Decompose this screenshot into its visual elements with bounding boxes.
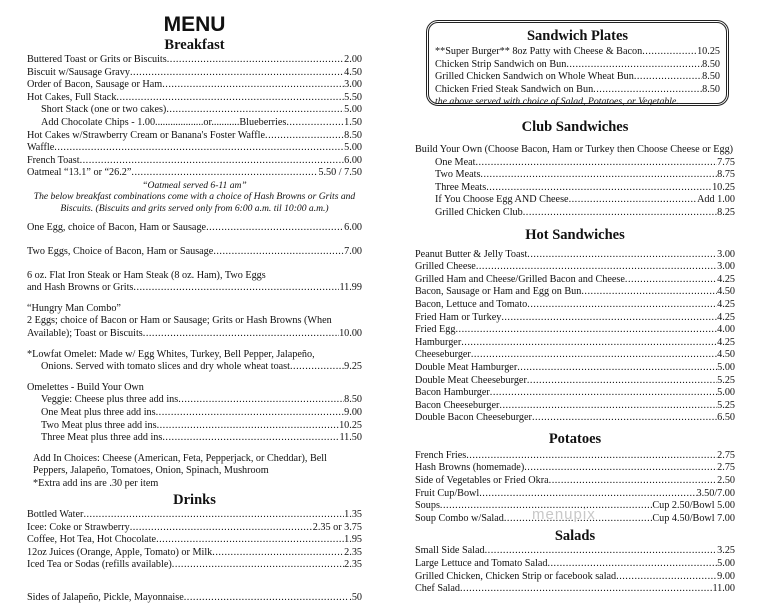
menu-item-label: Sides of Jalapeño, Pickle, Mayonnaise [27, 591, 184, 603]
leader-dots [485, 545, 718, 558]
menu-item-price: 5.25 [717, 399, 735, 411]
leader-dots [593, 84, 702, 97]
menu-item-label: and Hash Browns or Grits [27, 282, 134, 294]
leader-dots [549, 475, 718, 488]
leader-dots [566, 59, 702, 72]
menu-item-label: French Toast [27, 154, 80, 166]
menu-item-label: Cheeseburger [415, 349, 471, 361]
right-column [415, 118, 735, 596]
menu-item-price: 4.25 [717, 336, 735, 348]
menu-item-label: Hot Cakes, Full Stack [27, 91, 117, 103]
menu-item-price: 8.25 [717, 206, 735, 218]
leader-dots [131, 167, 318, 180]
menu-item-price: 2.50 [717, 475, 735, 487]
leader-dots [501, 312, 717, 325]
leader-dots [130, 67, 344, 80]
leader-dots [166, 104, 344, 117]
menu-item-price: 4.50 [717, 349, 735, 361]
menu-item [415, 349, 735, 362]
plates-note: the above served with choice of Salad, Potatoes, or Vegetable. [435, 96, 679, 108]
leader-dots [162, 432, 339, 445]
club-intro: Build Your Own (Choose Bacon, Ham or Turkey then Choose Cheese or Egg) [415, 144, 734, 155]
steak-line: 6 oz. Flat Iron Steak or Ham Steak (8 oz. Ham), Two Eggs [27, 269, 266, 281]
menu-item-label: Double Bacon Cheeseburger [415, 412, 532, 424]
menu-item [435, 157, 735, 170]
leader-dots [524, 462, 717, 475]
menu-item-label: One Egg, choice of Bacon, Ham or Sausage [27, 222, 207, 234]
menu-item-price: Cup 4.50/Bowl 7.00 [652, 512, 735, 524]
omelettes-list [27, 394, 362, 444]
menu-item [27, 246, 362, 259]
menu-item-price: 10.25 [697, 46, 720, 57]
menu-item [415, 571, 735, 584]
menu-item-label: Buttered Toast or Grits or Biscuits [27, 54, 167, 65]
leader-dots [156, 407, 345, 420]
menu-item-label: Bacon, Sausage or Ham and Egg on Bun [415, 286, 582, 298]
menu-item-label: Large Lettuce and Tomato Salad [415, 558, 548, 570]
menu-item [41, 432, 362, 445]
leader-dots [156, 534, 344, 547]
menu-item-label: Waffle [27, 142, 55, 154]
leader-dots [642, 46, 697, 59]
menu-item [27, 328, 362, 341]
menu-item [435, 46, 720, 59]
menu-item-price: 11.00 [712, 583, 735, 595]
menu-item-price: 4.00 [717, 324, 735, 336]
menu-item-price: 6.50 [717, 412, 735, 424]
menu-item-label: Two Meat plus three add ins [41, 419, 157, 431]
menu-item [27, 142, 362, 155]
menu-item [27, 559, 362, 572]
leader-dots [83, 509, 344, 522]
hot-list [415, 249, 735, 425]
hungry-man-title: “Hungry Man Combo” [27, 302, 121, 314]
menu-item-price: 8.50 [702, 83, 720, 95]
menu-item-price: 11.50 [339, 432, 362, 444]
menu-item [27, 522, 362, 535]
leader-dots [130, 522, 313, 535]
menu-item-label: Available); Toast or Biscuits [27, 328, 143, 339]
menu-item-label: One Meat [435, 156, 476, 168]
menu-item-label: Veggie: Cheese plus three add ins [41, 394, 179, 406]
menu-item-label: Hamburger [415, 336, 462, 348]
leader-dots [547, 558, 717, 571]
sandwich-plates-heading: Sandwich Plates [526, 28, 629, 44]
leader-dots [212, 547, 344, 560]
leader-dots [172, 559, 344, 572]
menu-item-label: Icee: Coke or Strawberry [27, 521, 130, 533]
leader-dots [143, 328, 339, 341]
menu-item [435, 59, 720, 72]
leader-dots [527, 249, 717, 262]
menu-item-label: Two Eggs, Choice of Bacon, Ham or Sausage [27, 246, 214, 258]
leader-dots [116, 92, 344, 105]
menu-item-price: 5.00 [717, 361, 735, 373]
combo-note: The below breakfast combinations come with a choice of Hash Browns or Grits and Biscuits. (Biscuits and grits served only from 6:00 a.m. til 10:00 a.m.) [33, 191, 356, 214]
menu-item-price: 8.50 [344, 129, 362, 141]
menu-item-label: Two Meats [435, 169, 481, 181]
menu-item [27, 509, 362, 522]
menu-item-price: 5.50 [344, 91, 362, 103]
menu-item-label: Side of Vegetables or Fried Okra [415, 475, 549, 487]
leader-dots [455, 324, 717, 337]
menu-item-price: 5.50 / 7.50 [318, 167, 362, 179]
menu-item-price: 7.00 [344, 246, 362, 258]
leader-dots [475, 157, 717, 170]
menu-item [27, 222, 362, 235]
menu-item-price: 9.00 [717, 570, 735, 582]
menu-item [435, 169, 735, 182]
leader-dots [178, 394, 344, 407]
menu-item-label: One Meat plus three add ins [41, 406, 156, 418]
one-egg-item [27, 222, 362, 235]
hot-heading: Hot Sandwiches [525, 226, 625, 243]
menu-item-price: 1.50 [344, 116, 362, 128]
menu-item [27, 155, 362, 168]
leader-dots [479, 488, 696, 501]
menu-item [415, 412, 735, 425]
leader-dots [133, 282, 339, 295]
menu-item [435, 84, 720, 97]
menu-item [435, 182, 735, 195]
menu-item-label: Fried Ham or Turkey [415, 311, 502, 323]
hungry-man-item [27, 328, 362, 341]
menu-item [415, 450, 735, 463]
menu-item [41, 361, 362, 374]
menu-item-price: .50 [349, 591, 362, 603]
menu-item-label: Hash Browns (homemade) [415, 462, 525, 474]
leader-dots [527, 299, 717, 312]
watermark: menupix [532, 506, 596, 523]
menu-item-price: 2.35 or 3.75 [312, 521, 362, 533]
menu-item [415, 249, 735, 262]
menu-item-price: 4.25 [717, 298, 735, 310]
menu-item-price: 8.75 [717, 169, 735, 181]
menu-item-label: Grilled Chicken Club [435, 206, 523, 218]
menu-item-label: If You Choose Egg AND Cheese [435, 194, 569, 206]
leader-dots [532, 412, 717, 425]
leader-dots [213, 246, 344, 259]
menu-item-label: Biscuit w/Sausage Gravy [27, 66, 130, 78]
leader-dots [499, 400, 717, 413]
leader-dots [490, 387, 717, 400]
addins-extra: *Extra add ins are .30 per item [33, 477, 159, 489]
menu-item-price: 5.25 [717, 374, 735, 386]
menu-item-price: 5.00 [344, 142, 362, 154]
menu-item-price: 3.50/7.00 [696, 487, 735, 499]
menu-item-label: Soups [415, 500, 440, 512]
menu-item-label: **Super Burger** 8oz Patty with Cheese & Bacon [435, 46, 643, 57]
menu-item-label: Soup Combo w/Salad [415, 512, 504, 524]
menu-item-label: Chicken Fried Steak Sandwich on Bun [435, 83, 594, 95]
menu-item [41, 407, 362, 420]
menu-item-label: Oatmeal “13.1” or “26.2” [27, 167, 132, 179]
menu-item-price: 4.25 [717, 273, 735, 285]
menu-item-price: 6.00 [344, 154, 362, 166]
menu-item-label: 12oz Juices (Orange, Apple, Tomato) or Milk [27, 546, 213, 558]
menu-item-price: 3.00 [717, 248, 735, 260]
menu-item-price: 8.50 [344, 394, 362, 406]
menu-item [415, 558, 735, 571]
menu-item [435, 207, 735, 220]
oatmeal-note: “Oatmeal served 6-11 am” [142, 179, 247, 191]
menu-item [415, 337, 735, 350]
menu-item-price: 9.00 [344, 406, 362, 418]
menu-item-price: 6.00 [344, 222, 362, 234]
leader-dots [466, 450, 717, 463]
hungry-man-desc: 2 Eggs; choice of Bacon or Ham or Sausage; Grits or Hash Browns (When [27, 315, 332, 327]
menu-item [415, 387, 735, 400]
lowfat-desc: *Lowfat Omelet: Made w/ Egg Whites, Turkey, Bell Pepper, Jalapeño, [27, 348, 315, 360]
menu-item [415, 299, 735, 312]
addins-line2: Peppers, Jalapeño, Tomatoes, Onion, Spinach, Mushroom [33, 465, 269, 477]
leader-dots [471, 349, 717, 362]
leader-dots [523, 207, 717, 220]
menu-item [435, 194, 735, 207]
steak-item [27, 282, 362, 295]
menu-item-price: 4.50 [344, 66, 362, 78]
menu-item-label: Grilled Ham and Cheese/Grilled Bacon and Cheese [415, 273, 625, 285]
leader-dots [286, 117, 344, 130]
menu-title: MENU [163, 13, 226, 36]
menu-item [415, 475, 735, 488]
leader-dots [527, 375, 717, 388]
omelettes-heading: Omelettes - Build Your Own [27, 381, 144, 393]
club-list [415, 157, 735, 220]
salad-list [415, 545, 735, 595]
leader-dots [569, 194, 698, 207]
leader-dots [206, 222, 344, 235]
sandwich-plates-box [426, 20, 729, 106]
menu-item [415, 375, 735, 388]
leader-dots [80, 155, 345, 168]
menu-item [41, 420, 362, 433]
menu-item [27, 92, 362, 105]
leader-dots [461, 337, 717, 350]
menu-item-price: 3.00 [344, 79, 362, 91]
leader-dots [634, 71, 702, 84]
menu-item-label: Double Meat Hamburger [415, 361, 518, 373]
menu-item [27, 54, 362, 67]
club-heading: Club Sandwiches [521, 119, 629, 135]
leader-dots [616, 571, 717, 584]
menu-item-price: Add 1.00 [697, 194, 735, 206]
menu-item-label: Grilled Cheese [415, 261, 476, 273]
menu-item [415, 545, 735, 558]
menu-item-price: 10.00 [339, 328, 362, 339]
menu-item [27, 130, 362, 143]
leader-dots [480, 169, 717, 182]
menu-item [415, 362, 735, 375]
menu-item-label: Short Stack (one or two cakes) [41, 104, 167, 116]
leader-dots [157, 420, 340, 433]
leader-dots [476, 261, 717, 274]
leader-dots [581, 286, 717, 299]
menu-item [27, 534, 362, 547]
menu-item-label: Bottled Water [27, 508, 84, 520]
drinks-list [27, 509, 362, 572]
menu-item-label: Bacon Cheeseburger [415, 399, 500, 411]
menu-item-label: Grilled Chicken Sandwich on Whole Wheat Bun [435, 71, 634, 83]
salads-heading: Salads [554, 528, 596, 545]
potatoes-heading: Potatoes [548, 430, 602, 447]
menu-item-label: Grilled Chicken, Chicken Strip or facebook salad [415, 570, 617, 582]
menu-item-price: 3.00 [717, 261, 735, 273]
menu-item [415, 462, 735, 475]
menu-item [27, 79, 362, 92]
menu-item [435, 71, 720, 84]
menu-item-label: Order of Bacon, Sausage or Ham [27, 79, 163, 91]
menu-item-price: 1.95 [344, 534, 362, 546]
menu-item-price: 7.75 [717, 156, 735, 168]
menu-item-price: 2.35 [344, 559, 362, 571]
menu-item-label: Hot Cakes w/Strawberry Cream or Banana's Foster Waffle [27, 129, 266, 141]
menu-item-label: Iced Tea or Sodas (refills available) [27, 559, 172, 571]
menu-item-price: 4.50 [717, 286, 735, 298]
addins-line1: Add In Choices: Cheese (American, Feta, Pepperjack, or Cheddar), Bell [33, 452, 327, 464]
menu-item-label: Small Side Salad [415, 545, 485, 557]
leader-dots [167, 54, 344, 67]
menu-item-price: 8.50 [702, 58, 720, 70]
menu-item-price: 5.00 [717, 387, 735, 399]
menu-item-price: Cup 2.50/Bowl 5.00 [652, 500, 735, 512]
menu-item [415, 488, 735, 501]
menu-item-price: 11.99 [339, 282, 362, 294]
leader-dots [290, 361, 344, 374]
menu-item-label: Three Meats [435, 181, 487, 193]
menu-item [27, 282, 362, 295]
menu-item-label: French Fries [415, 449, 467, 461]
leader-dots [517, 362, 717, 375]
menu-item [415, 312, 735, 325]
leader-dots [265, 130, 344, 143]
menu-item [415, 324, 735, 337]
menu-item [27, 117, 362, 130]
lowfat-item [27, 361, 362, 374]
two-eggs-item [27, 246, 362, 259]
menu-item-label: Coffee, Hot Tea, Hot Chocolate [27, 534, 157, 546]
menu-item [415, 261, 735, 274]
leader-dots [54, 142, 344, 155]
menu-item-label: Three Meat plus three add ins [41, 432, 163, 444]
breakfast-heading: Breakfast [164, 37, 225, 53]
menu-item-price: 10.25 [339, 419, 362, 431]
menu-item-label: Chicken Strip Sandwich on Bun [435, 58, 567, 70]
menu-item-price: 4.25 [717, 311, 735, 323]
menu-item-price: 10.25 [712, 181, 735, 193]
menu-item-label: Bacon Hamburger [415, 387, 490, 399]
menu-item-label: Chef Salad [415, 583, 460, 595]
menu-item-label: Double Meat Cheeseburger [415, 374, 527, 386]
menu-item-price: 3.25 [717, 545, 735, 557]
menu-item-label: Add Chocolate Chips - 1.00...................or...........Blueberries [41, 116, 287, 128]
menu-item-label: Fruit Cup/Bowl [415, 487, 480, 499]
leader-dots [625, 274, 717, 287]
sandwich-plates-list [435, 46, 720, 96]
leader-dots [486, 182, 712, 195]
leader-dots [162, 79, 344, 92]
menu-item-label: Onions. Served with tomato slices and dry whole wheat toast [41, 361, 290, 373]
menu-item-price: 2.35 [344, 546, 362, 558]
drinks-heading: Drinks [173, 491, 216, 508]
menu-item-price: 9.25 [344, 361, 362, 373]
menu-item [27, 547, 362, 560]
menu-item-label: Peanut Butter & Jelly Toast [415, 248, 528, 260]
menu-item-price: 1.35 [344, 508, 362, 520]
menu-item-label: Fried Egg [415, 324, 456, 336]
menu-item [27, 167, 362, 180]
menu-item-price: 2.75 [717, 449, 735, 461]
menu-item-price: 5.00 [344, 104, 362, 116]
left-column [27, 0, 362, 605]
menu-item [415, 400, 735, 413]
menu-item-price: 8.50 [702, 71, 720, 83]
menu-item-price: 2.75 [717, 462, 735, 474]
menu-item [415, 274, 735, 287]
menu-item-price: 2.00 [344, 54, 362, 65]
breakfast-list [27, 54, 362, 180]
menu-item [27, 67, 362, 80]
menu-item [415, 286, 735, 299]
menu-item [27, 104, 362, 117]
menu-item-price: 5.00 [717, 558, 735, 570]
menu-item [41, 394, 362, 407]
menu-item-label: Bacon, Lettuce and Tomato [415, 298, 528, 310]
